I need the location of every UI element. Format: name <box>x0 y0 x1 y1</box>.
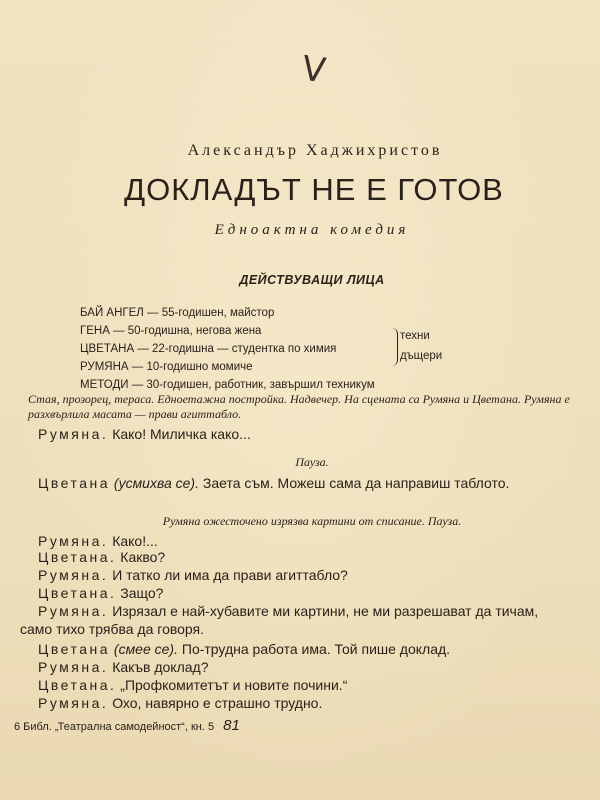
line-text: Какъв доклад? <box>112 659 209 675</box>
dialogue-line <box>38 425 578 443</box>
speaker: Цветана. <box>38 677 117 693</box>
line-text: Како!... <box>112 533 158 549</box>
speaker: Румяна. <box>38 659 109 675</box>
dialogue-line <box>38 566 578 584</box>
cast-item: БАЙ АНГЕЛ — 55-годишен, майстор <box>80 307 275 319</box>
cast-item: МЕТОДИ — 30-годишен, работник, завършил техникум <box>80 379 375 391</box>
cast-heading: ДЕЙСТВУВАЩИ ЛИЦА <box>239 273 385 287</box>
page-number: 81 <box>223 717 240 734</box>
speaker: Румяна. <box>38 533 109 549</box>
cast-item: ЦВЕТАНА — 22-годишна — студентка по химия <box>80 343 337 355</box>
footer-source: 6 Библ. „Театрална самодейност“, кн. 5 <box>14 721 215 733</box>
line-text: Како! Миличка како... <box>112 426 251 442</box>
speaker: Цветана. <box>38 549 117 565</box>
speaker-action: (смее се). <box>113 641 178 657</box>
speaker: Цветана <box>38 641 111 657</box>
dialogue-line <box>38 640 578 658</box>
line-text: Защо? <box>120 585 164 601</box>
dialogue-line <box>38 548 578 566</box>
cast-side-note: дъщери <box>400 350 443 362</box>
cast-item: ГЕНА — 50-годишна, негова жена <box>80 325 262 337</box>
line-text: И татко ли има да прави агиттабло? <box>112 567 348 583</box>
dialogue-line <box>38 584 578 602</box>
stage-direction: Стая, прозорец, тераса. Едноетажна постройка. Надвечер. На сцената са Румяна и Цветана. Румяна е разхвърлила масата — прави агиттабло. <box>28 392 570 421</box>
play-subtitle: Едноактна комедия <box>214 222 410 238</box>
author-name: Александър Хаджихристов <box>187 142 443 159</box>
dialogue-line <box>20 602 540 638</box>
dialogue-line <box>38 676 578 694</box>
stage-note: Румяна ожесточено изрязва картини от списание. Пауза. <box>162 514 462 528</box>
speaker: Румяна. <box>38 695 109 711</box>
cast-list <box>80 304 480 394</box>
pause-direction: Пауза. <box>295 455 329 469</box>
cast-side-note: техни <box>400 330 430 342</box>
speaker: Румяна. <box>38 603 109 619</box>
cast-brace <box>391 328 398 366</box>
speaker: Румяна. <box>38 567 109 583</box>
cast-item: РУМЯНА — 10-годишно момиче <box>80 361 253 373</box>
dialogue-line <box>20 474 540 492</box>
speaker: Румяна. <box>38 426 109 442</box>
play-title: ДОКЛАДЪТ НЕ Е ГОТОВ <box>124 172 504 207</box>
speaker: Цветана <box>38 475 111 491</box>
dialogue-line <box>38 694 578 712</box>
handwritten-mark: V <box>299 48 328 92</box>
line-text: „Профкомитетът и новите почини.“ <box>120 677 348 693</box>
speaker: Цветана. <box>38 585 117 601</box>
page-footer <box>14 717 240 734</box>
line-text: Охо, навярно е страшно трудно. <box>112 695 323 711</box>
line-text: По-трудна работа има. Той пише доклад. <box>181 641 451 657</box>
line-text: Изрязал е най-хубавите ми картини, не ми разрешават да тичам, само тихо трябва да говоря. <box>20 603 539 637</box>
dialogue-line <box>38 658 578 676</box>
line-text: Какво? <box>120 549 166 565</box>
line-text: Заета съм. Можеш сама да направиш таблото. <box>202 475 510 491</box>
speaker-action: (усмихва се). <box>113 475 199 491</box>
